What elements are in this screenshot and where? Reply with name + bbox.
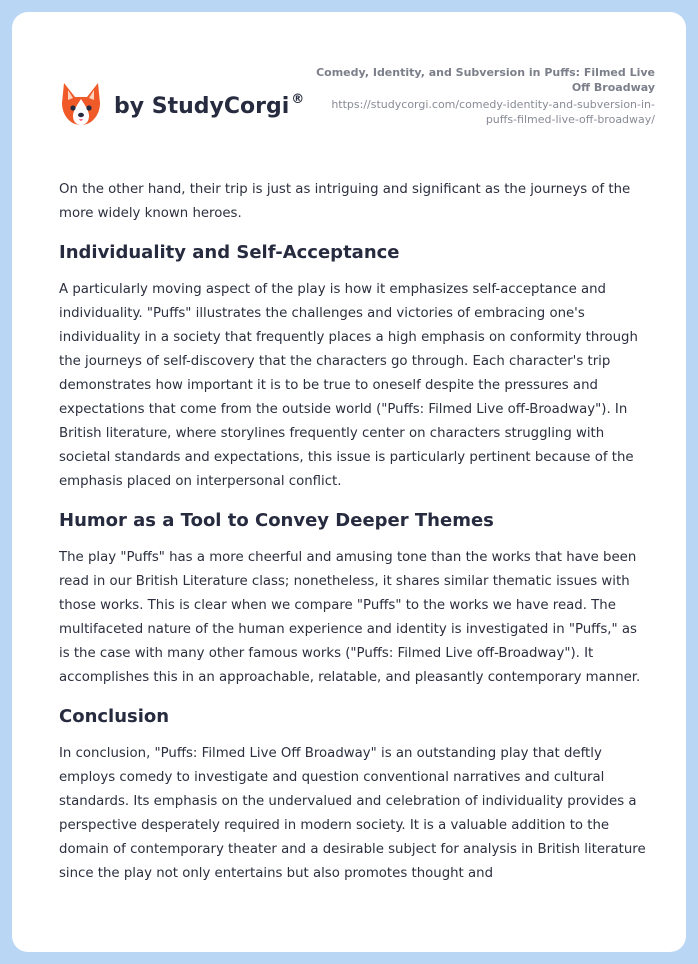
- essay-body: [59, 178, 649, 899]
- corgi-icon: [60, 81, 102, 127]
- section-heading-humor: Humor as a Tool to Convey Deeper Themes: [59, 510, 494, 531]
- section-paragraph-individuality: A particularly moving aspect of the play is how it emphasizes self-acceptance and individuality. "Puffs" illustrates the challenges and victories of embracing one's individuality in a society that frequently places a high emphasis on conformity through the journeys of self-discovery that the characters go through. Each character's trip demonstrates how important it is to be true to oneself despite the pressures and expectations that come from the outside world ("Puffs: Filmed Live off-Broadway"). In British literature, where storylines frequently center on characters struggling with societal standards and expectations, this issue is particularly pertinent because of the emphasis placed on interpersonal conflict.: [59, 282, 638, 489]
- section-heading-individuality: Individuality and Self-Acceptance: [59, 242, 400, 263]
- brand-name: by StudyCorgi ®: [114, 91, 305, 119]
- logo[interactable]: [60, 74, 304, 134]
- document-title: Comedy, Identity, and Subversion in Puffs: Filmed Live Off Broadway: [316, 66, 655, 94]
- header: [12, 12, 686, 162]
- document-url[interactable]: https://studycorgi.com/comedy-identity-and-subversion-in-puffs-filmed-live-off-broadway/: [331, 98, 655, 126]
- section-heading-conclusion: Conclusion: [59, 706, 170, 727]
- document-meta: [305, 65, 655, 127]
- section-paragraph-conclusion: In conclusion, "Puffs: Filmed Live Off Broadway" is an outstanding play that deftly employs comedy to investigate and question conventional narratives and cultural standards. Its emphasis on the undervalued and celebration of individuality provides a perspective desperately required in modern society. It is a valuable addition to the domain of contemporary theater and a desirable subject for analysis in British literature since the play not only entertains but also promotes thought and: [59, 746, 646, 881]
- registered-mark: ®: [291, 91, 305, 107]
- intro-paragraph: On the other hand, their trip is just as intriguing and significant as the journeys of the more widely known heroes.: [59, 182, 631, 221]
- section-paragraph-humor: The play "Puffs" has a more cheerful and amusing tone than the works that have been read in our British Literature class; nonetheless, it shares similar thematic issues with those works. This is clear when we compare "Puffs" to the works we have read. The multifaceted nature of the human experience and identity is investigated in "Puffs," as is the case with many other famous works ("Puffs: Filmed Live off-Broadway"). It accomplishes this in an approachable, relatable, and pleasantly contemporary manner.: [59, 550, 641, 685]
- document-page: [12, 12, 686, 952]
